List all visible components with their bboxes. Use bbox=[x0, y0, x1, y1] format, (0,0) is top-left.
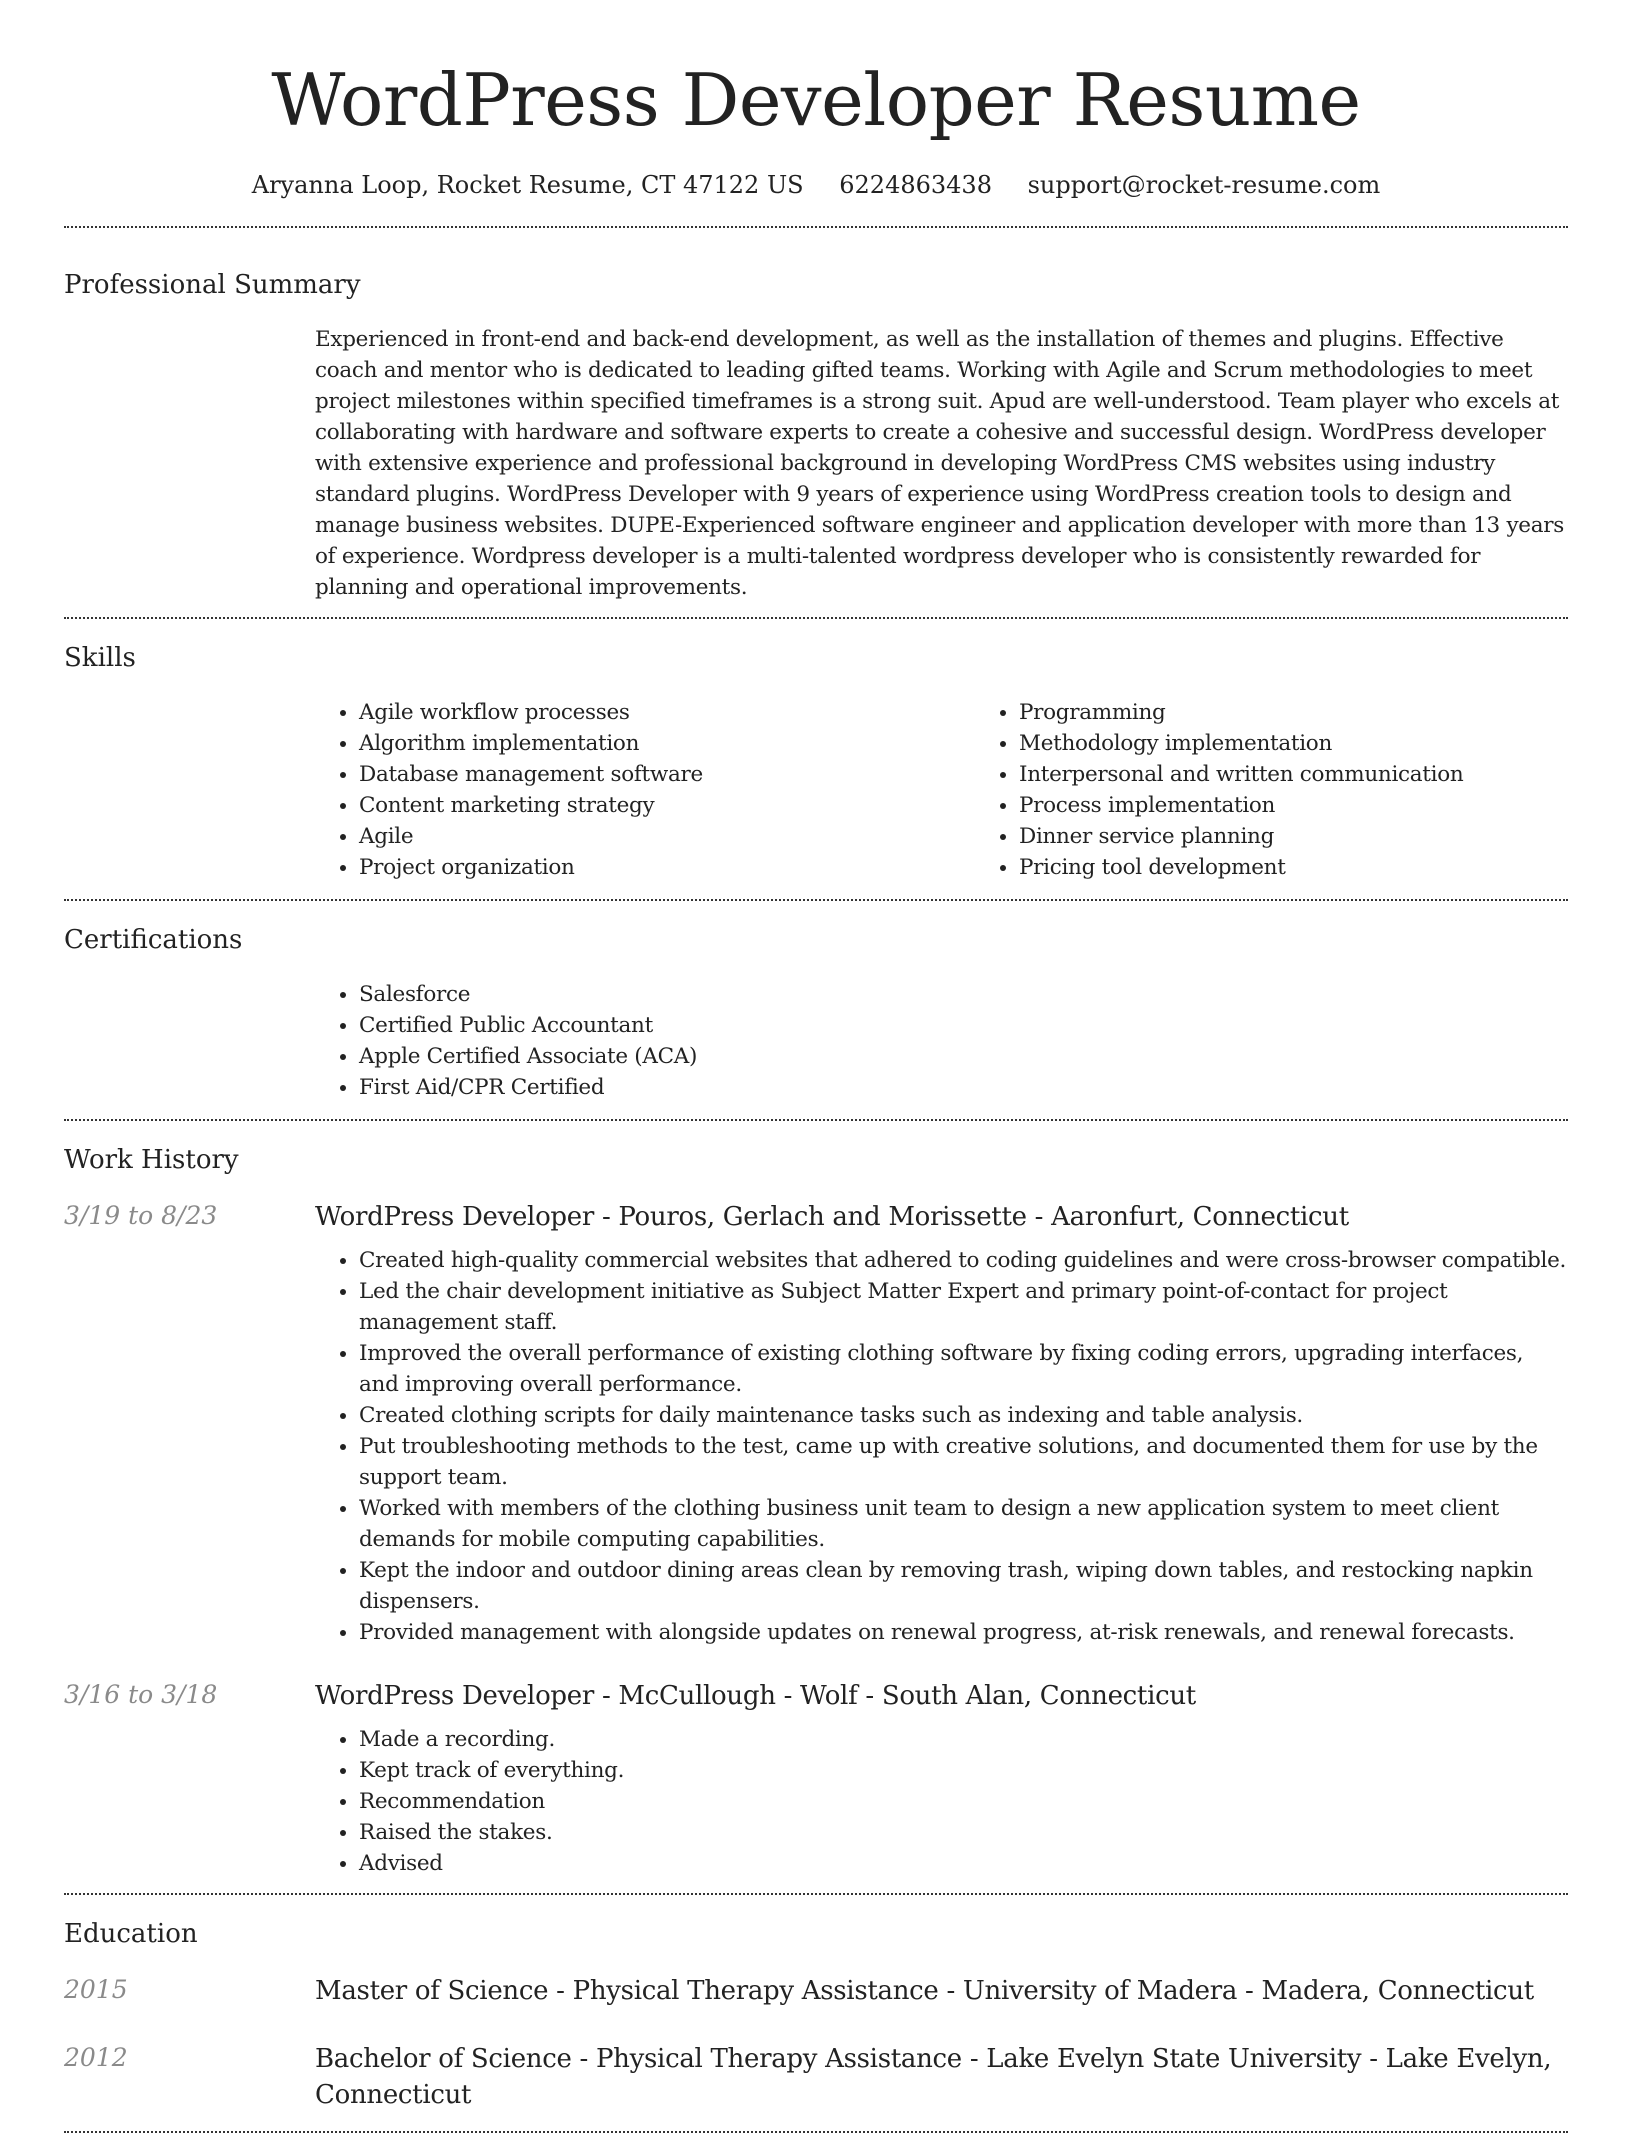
job-bullet: • Put troubleshooting methods to the test, came up with creative solutions, and documented them for use by the support team. bbox=[359, 1431, 1568, 1493]
skill-item: • Project organization bbox=[359, 852, 975, 883]
education-entry bbox=[64, 1973, 1568, 2009]
resume-page bbox=[64, 0, 1568, 2133]
certification-item: • Apple Certified Associate (ACA) bbox=[359, 1041, 1568, 1072]
job-bullet: • Worked with members of the clothing business unit team to design a new application system to meet client demands for mobile computing capabilities. bbox=[359, 1493, 1568, 1555]
skill-item: • Programming bbox=[1019, 697, 1632, 728]
job-bullet: • Kept the indoor and outdoor dining areas clean by removing trash, wiping down tables, and restocking napkin dispensers. bbox=[359, 1555, 1568, 1617]
job-bullet: • Raised the stakes. bbox=[359, 1817, 1568, 1848]
skill-item: • Interpersonal and written communication bbox=[1019, 759, 1632, 790]
job-entry bbox=[64, 1678, 1568, 1893]
education-heading: Education bbox=[64, 1919, 198, 1949]
job-bullet: • Created clothing scripts for daily maintenance tasks such as indexing and table analysis. bbox=[359, 1400, 1568, 1431]
contact-line bbox=[64, 168, 1568, 202]
skill-item: • Agile workflow processes bbox=[359, 697, 975, 728]
skill-item: • Algorithm implementation bbox=[359, 728, 975, 759]
job-title: WordPress Developer - Pouros, Gerlach and Morissette - Aaronfurt, Connecticut bbox=[315, 1202, 1349, 1232]
job-bullet: • Advised bbox=[359, 1848, 1568, 1879]
education-year: 2012 bbox=[64, 2043, 128, 2072]
job-bullets bbox=[315, 1235, 1568, 1648]
job-bullet: • Improved the overall performance of existing clothing software by fixing coding errors, upgrading interfaces, and improving overall performance. bbox=[359, 1338, 1568, 1400]
job-date: 3/19 to 8/23 bbox=[64, 1201, 218, 1230]
job-entry bbox=[64, 1199, 1568, 1648]
skills-list-left bbox=[315, 697, 975, 883]
job-bullet: • Made a recording. bbox=[359, 1724, 1568, 1755]
job-bullet: • Led the chair development initiative as Subject Matter Expert and primary point-of-contact for project management staff. bbox=[359, 1276, 1568, 1338]
summary-text: Experienced in front-end and back-end development, as well as the installation of themes and plugins. Effective coach and mentor who is dedicated to leading gifted teams. Working with Agile and Scrum methodologies to meet project milestones within specified timeframes is a strong suit. Apud are well-understood. Team player who excels at collaborating with hardware and software experts to create a cohesive and successful design. WordPress developer with extensive experience and professional background in developing WordPress CMS websites using industry standard plugins. WordPress Developer with 9 years of experience using WordPress creation tools to design and manage business websites. DUPE-Experienced software engineer and application developer with more than 13 years of experience. Wordpress developer is a multi-talented wordpress developer who is consistently rewarded for planning and operational improvements. bbox=[315, 327, 1564, 600]
job-title: WordPress Developer - McCullough - Wolf - South Alan, Connecticut bbox=[315, 1681, 1196, 1711]
education-title: Bachelor of Science - Physical Therapy Assistance - Lake Evelyn State University - Lake Evelyn, Connecticut bbox=[315, 2044, 1552, 2110]
skill-item: • Methodology implementation bbox=[1019, 728, 1632, 759]
skills-list-right bbox=[975, 697, 1632, 883]
education-title: Master of Science - Physical Therapy Assistance - University of Madera - Madera, Connecticut bbox=[315, 1976, 1534, 2006]
skill-item: • Database management software bbox=[359, 759, 975, 790]
skill-item: • Agile bbox=[359, 821, 975, 852]
certifications-section bbox=[64, 901, 1568, 1119]
page-title: WordPress Developer Resume bbox=[271, 58, 1361, 142]
skill-item: • Pricing tool development bbox=[1019, 852, 1632, 883]
certification-item: • Salesforce bbox=[359, 979, 1568, 1010]
certification-item: • First Aid/CPR Certified bbox=[359, 1072, 1568, 1103]
job-bullets bbox=[315, 1714, 1568, 1879]
job-bullet: • Kept track of everything. bbox=[359, 1755, 1568, 1786]
contact-phone: 6224863438 bbox=[839, 171, 992, 199]
work-history-heading: Work History bbox=[64, 1145, 239, 1175]
certifications-list bbox=[315, 957, 1568, 1119]
skill-item: • Dinner service planning bbox=[1019, 821, 1632, 852]
work-history-section bbox=[64, 1121, 1568, 1893]
summary-heading: Professional Summary bbox=[64, 270, 361, 300]
education-entry bbox=[64, 2041, 1568, 2131]
skills-heading: Skills bbox=[64, 643, 136, 673]
contact-address: Aryanna Loop, Rocket Resume, CT 47122 US bbox=[251, 171, 804, 199]
contact-email: support@rocket-resume.com bbox=[1027, 171, 1381, 199]
skill-item: • Process implementation bbox=[1019, 790, 1632, 821]
skill-item: • Content marketing strategy bbox=[359, 790, 975, 821]
job-bullet: • Recommendation bbox=[359, 1786, 1568, 1817]
certifications-heading: Certifications bbox=[64, 925, 243, 955]
education-year: 2015 bbox=[64, 1975, 128, 2004]
certification-item: • Certified Public Accountant bbox=[359, 1010, 1568, 1041]
summary-section bbox=[64, 228, 1568, 617]
job-bullet: • Provided management with alongside updates on renewal progress, at-risk renewals, and renewal forecasts. bbox=[359, 1617, 1568, 1648]
education-section bbox=[64, 1895, 1568, 2131]
job-bullet: • Created high-quality commercial websites that adhered to coding guidelines and were cross-browser compatible. bbox=[359, 1245, 1568, 1276]
job-date: 3/16 to 3/18 bbox=[64, 1680, 218, 1709]
skills-section bbox=[64, 619, 1568, 899]
